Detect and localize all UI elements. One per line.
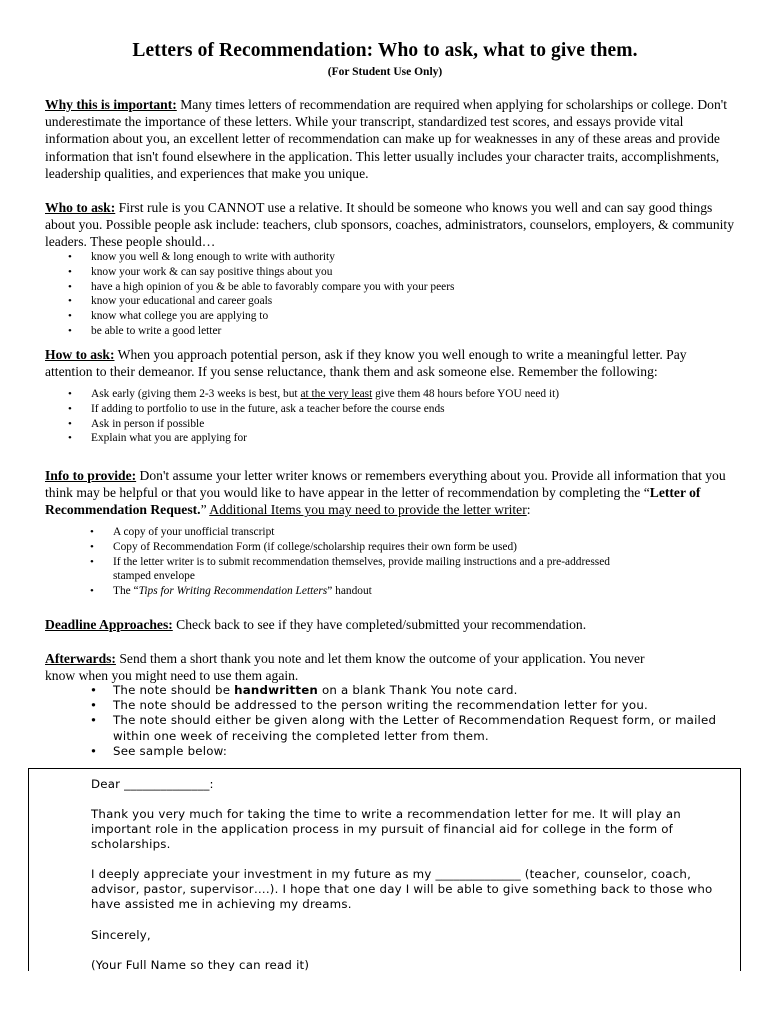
bullet-icon: • [68, 280, 72, 293]
bullet-icon: • [68, 295, 72, 308]
page-subtitle: (For Student Use Only) [327, 66, 443, 78]
info-heading: Info to provide: [45, 468, 137, 483]
bullet-icon: • [90, 743, 98, 758]
how-section [45, 346, 735, 380]
how-list [68, 387, 731, 446]
info-underlined: Additional Items you may need to provide the letter writer [209, 502, 527, 518]
sample-closing: Sincerely, [91, 928, 151, 942]
list-item: • If the letter writer is to submit recommendation themselves, provide mailing instructions and a pre-addressed stamped envelope [90, 555, 610, 583]
afterwards-heading: Afterwards: [45, 651, 116, 666]
bullet-icon: • [90, 698, 98, 713]
why-section [45, 96, 735, 182]
list-item: • A copy of your unofficial transcript [90, 526, 275, 538]
afterwards-list [90, 683, 753, 759]
bullet-icon: • [68, 324, 72, 337]
list-item: • The “Tips for Writing Recommendation Letters” handout [90, 585, 372, 598]
who-text: First rule is you CANNOT use a relative. It should be someone who knows you well and can say good things about you. Possible people ask include: teachers, club sponsors, coaches, administrators, counselors, employers, & community leaders. These people should… [45, 200, 734, 250]
sample-signature: (Your Full Name so they can read it) [91, 958, 310, 971]
bullet-icon: • [90, 683, 98, 697]
bullet-icon: • [90, 713, 98, 728]
sample-paragraph-2: I deeply appreciate your investment in my future as my ______________ (teacher, counselor, coach, advisor, pastor, supervisor….). I hope that one day I will be able to give something back to those who have assisted me in achieving my dreams. [91, 867, 713, 912]
list-item: • The note should be handwritten on a blank Thank You note card. [90, 683, 518, 697]
bullet-icon: • [68, 417, 72, 430]
sample-greeting: Dear ______________: [91, 777, 214, 791]
sample-letter-box [28, 768, 741, 971]
list-item: • know your educational and career goals [68, 295, 273, 308]
deadline-heading: Deadline Approaches: [45, 617, 173, 632]
list-item: • Ask early (giving them 2-3 weeks is best, but at the very least give them 48 hours before YOU need it) [68, 388, 560, 400]
afterwards-text: Send them a short thank you note and let them know the outcome of your application. You never know when you might need to use them again. [45, 651, 645, 684]
bullet-icon: • [90, 555, 94, 568]
how-heading: How to ask: [45, 347, 115, 362]
bullet-icon: • [68, 432, 72, 445]
bullet-icon: • [68, 402, 72, 415]
bullet-icon: • [90, 585, 94, 598]
list-item: • know you well & long enough to write with authority [68, 251, 335, 263]
bullet-icon: • [68, 310, 72, 323]
who-section [45, 199, 735, 251]
sample-paragraph-1: Thank you very much for taking the time to write a recommendation letter for me. It will play an important role in the application process in my pursuit of financial aid for college in the form of scholarships. [91, 807, 681, 852]
list-item: • Copy of Recommendation Form (if college/scholarship requires their own form be used) [90, 540, 517, 553]
how-text: When you approach potential person, ask if they know you well enough to write a meaningful letter. Pay attention to their demeanor. If you sense reluctance, thank them and ask someone else. Remember the following: [45, 347, 687, 380]
who-heading: Who to ask: [45, 200, 116, 215]
bullet-icon: • [90, 526, 94, 538]
deadline-section [45, 616, 735, 633]
list-item: • be able to write a good letter [68, 324, 222, 337]
page-title: Letters of Recommendation: Who to ask, what to give them. [132, 40, 638, 61]
info-section: Info to provide: Don't assume your letter writer knows or remembers everything about you. Provide all information that you think may be helpful or that you would like to have appear in the letter of recommendation by completing the “Letter of Recommendation Request.” Additional Items you may need to provide the letter writer: [45, 468, 726, 518]
list-item: • If adding to portfolio to use in the future, ask a teacher before the course ends [68, 402, 445, 415]
bullet-icon: • [68, 265, 72, 278]
list-item: • The note should either be given along with the Letter of Recommendation Request form, or mailed within one week of receiving the completed letter from them. [90, 713, 717, 743]
bullet-icon: • [68, 251, 72, 263]
list-item: • Explain what you are applying for [68, 432, 247, 445]
bullet-icon: • [90, 540, 94, 553]
info-text: Don't assume your letter writer knows or remembers everything about you. Provide all information that you think may be helpful or that you would like to have appear in the letter of recommendation by completing the “ [45, 468, 726, 501]
bullet-icon: • [68, 388, 72, 400]
why-heading: Why this is important: [45, 97, 177, 112]
deadline-text: Check back to see if they have completed/submitted your recommendation. [172, 617, 587, 632]
why-text: Many times letters of recommendation are required when applying for scholarships or college. Don't underestimate the importance of these letters. While your transcript, standardized test scores, and essays provide vital information about you, an excellent letter of recommendation can make up for weaknesses in any of these areas and provide information that isn't found elsewhere in the application. This letter usually includes your character traits, accomplishments, leadership qualities, and experiences that make you unique. [45, 97, 727, 181]
info-bold: Letter of Recommendation Request. [45, 485, 701, 518]
list-item: • See sample below: [90, 743, 228, 758]
who-list [68, 250, 731, 339]
info-list [90, 525, 613, 599]
afterwards-section [45, 650, 655, 684]
list-item: • know what college you are applying to [68, 310, 269, 323]
list-item: • Ask in person if possible [68, 417, 205, 430]
list-item: • The note should be addressed to the person writing the recommendation letter for you. [90, 698, 648, 713]
list-item: • know your work & can say positive things about you [68, 265, 333, 278]
list-item: • have a high opinion of you & be able to favorably compare you with your peers [68, 280, 455, 293]
